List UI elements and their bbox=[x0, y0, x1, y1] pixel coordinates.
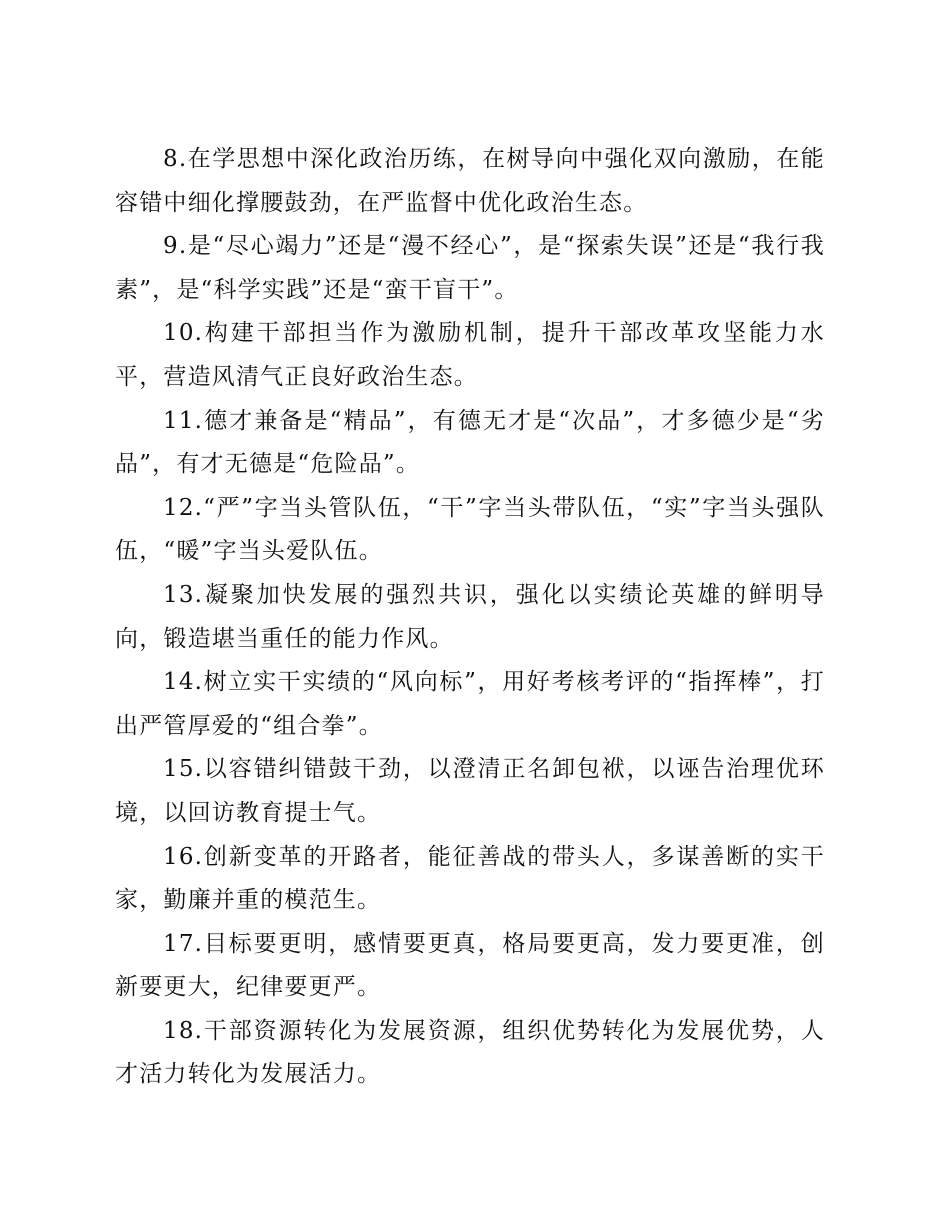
document-body bbox=[115, 138, 825, 1097]
paragraph-17: 17.目标要更明，感情要更真，格局要更高，发力要更准，创新要更大，纪律要更严。 bbox=[115, 930, 825, 1001]
paragraph-10: 10.构建干部担当作为激励机制，提升干部改革攻坚能力水平，营造风清气正良好政治生态。 bbox=[115, 320, 825, 390]
paragraph-16: 16.创新变革的开路者，能征善战的带头人，多谋善断的实干家，勤廉并重的模范生。 bbox=[115, 843, 825, 914]
paragraph-8: 8.在学思想中深化政治历练，在树导向中强化双向激励，在能容错中细化撑腰鼓劲，在严监督中优化政治生态。 bbox=[115, 146, 825, 216]
paragraph-12: 12.“严”字当头管队伍，“干”字当头带队伍，“实”字当头强队伍，“暖”字当头爱队伍。 bbox=[115, 494, 825, 565]
paragraph-14: 14.树立实干实绩的“风向标”，用好考核考评的“指挥棒”，打出严管厚爱的“组合拳”。 bbox=[115, 669, 825, 739]
paragraph-18: 18.干部资源转化为发展资源，组织优势转化为发展优势，人才活力转化为发展活力。 bbox=[115, 1017, 825, 1088]
paragraph-13: 13.凝聚加快发展的强烈共识，强化以实绩论英雄的鲜明导向，锻造堪当重任的能力作风。 bbox=[115, 581, 825, 652]
paragraph-15: 15.以容错纠错鼓干劲，以澄清正名卸包袱，以诬告治理优环境，以回访教育提士气。 bbox=[115, 756, 825, 826]
paragraph-9: 9.是“尽心竭力”还是“漫不经心”，是“探索失误”还是“我行我素”，是“科学实践”还是“蛮干盲干”。 bbox=[115, 233, 825, 303]
paragraph-11: 11.德才兼备是“精品”，有德无才是“次品”，才多德少是“劣品”，有才无德是“危险品”。 bbox=[115, 407, 825, 478]
